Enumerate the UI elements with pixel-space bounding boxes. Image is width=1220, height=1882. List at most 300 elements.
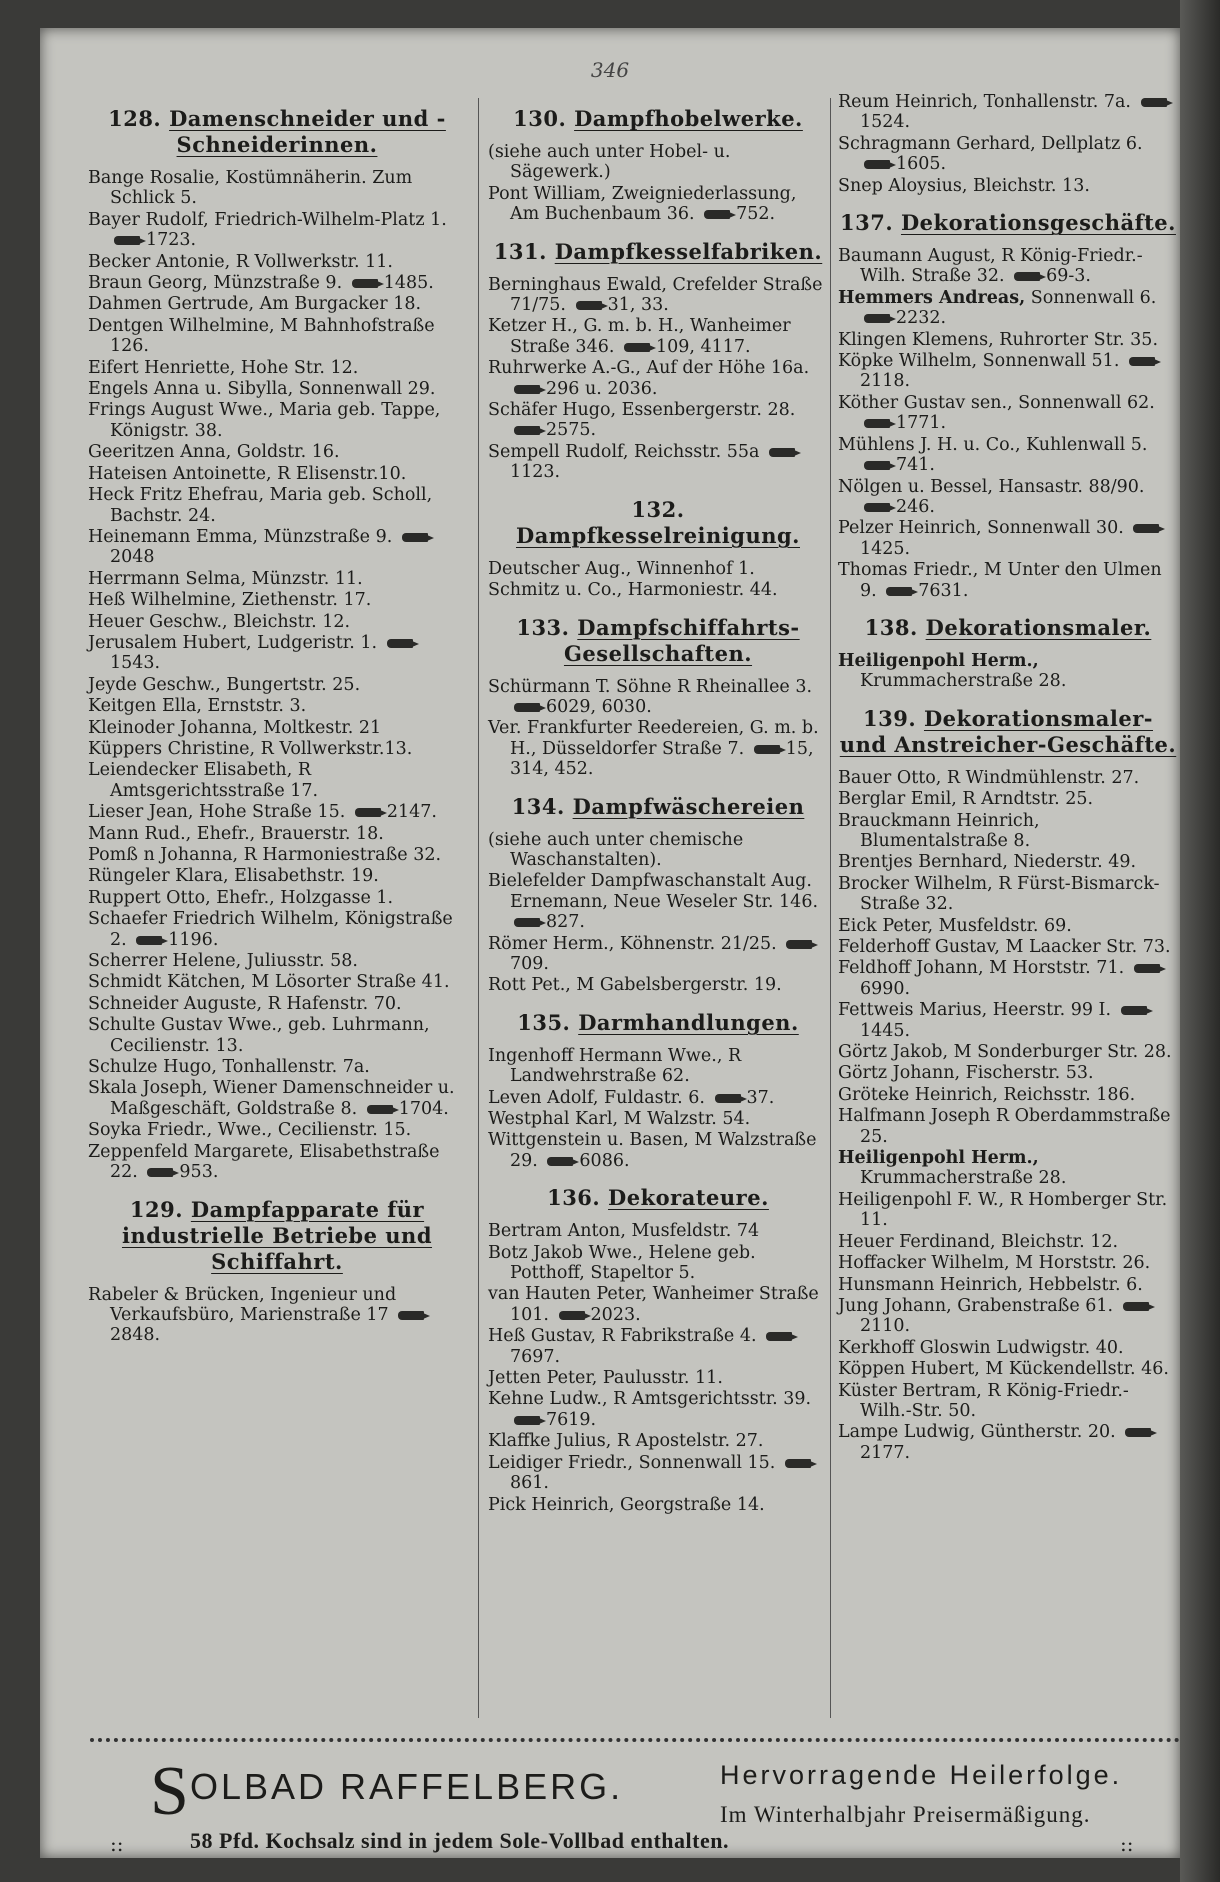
phone-number: 2118.	[860, 371, 911, 392]
entry-text: Krummacherstraße 28.	[860, 671, 1067, 692]
entry-text: Schaefer Friedrich Wilhelm, Königstraße 2.	[88, 909, 453, 950]
phone-number: 1425.	[860, 538, 911, 559]
directory-entry	[88, 972, 466, 992]
entry-text: Schmitz u. Co., Harmoniestr. 44.	[488, 580, 778, 601]
directory-entry	[488, 718, 828, 779]
telephone-icon	[786, 940, 812, 949]
entry-text: Skala Joseph, Wiener Damenschneider u. Maßgeschäft, Goldstraße 8.	[88, 1078, 455, 1119]
section-heading	[838, 210, 1178, 236]
ad-dots-right: ::	[1120, 1832, 1134, 1856]
directory-entry	[88, 358, 466, 378]
entry-text: Bertram Anton, Musfeldstr. 74	[488, 1221, 760, 1242]
directory-entry	[838, 435, 1178, 476]
section-title: Dampfhobelwerke.	[574, 106, 803, 131]
directory-entry	[838, 874, 1178, 915]
entry-text: Wittgenstein u. Basen, M Walzstraße 29.	[488, 1130, 817, 1171]
telephone-icon	[1141, 98, 1167, 107]
phone-number: 296 u. 2036.	[546, 378, 658, 399]
telephone-icon	[114, 236, 140, 245]
directory-entry	[488, 1221, 828, 1241]
entry-text: Römer Herm., Köhnenstr. 21/25.	[488, 933, 777, 954]
entry-name-bold: Hemmers Andreas,	[838, 287, 1026, 308]
section-title: Dampfwäschereien	[572, 793, 805, 819]
phone-number: 1543.	[110, 653, 161, 674]
telephone-icon	[514, 385, 540, 394]
directory-entry	[838, 246, 1178, 287]
column-divider	[478, 98, 479, 1718]
telephone-icon	[355, 808, 381, 817]
section-title: Darmhandlungen.	[578, 1009, 799, 1035]
entry-text: Halfmann Joseph R Oberdammstraße 25.	[838, 1106, 1171, 1147]
section-heading	[488, 1185, 828, 1211]
entry-text: Brentjes Bernhard, Niederstr. 49.	[838, 852, 1137, 873]
entry-text: Rüngeler Klara, Elisabethstr. 19.	[88, 866, 379, 887]
phone-number: 953.	[179, 1162, 219, 1183]
telephone-icon	[769, 448, 795, 457]
entry-name-bold: Heiligenpohl Herm.,	[838, 1148, 1039, 1169]
entry-text: Rott Pet., M Gabelsbergerstr. 19.	[488, 975, 782, 996]
entry-text: Heß Wilhelmine, Ziethenstr. 17.	[88, 590, 372, 611]
directory-entry	[88, 845, 466, 865]
directory-entry	[488, 1046, 828, 1087]
section-number: 130.	[513, 106, 567, 131]
entry-text: Ver. Frankfurter Reedereien, G. m. b. H., Düsseldorfer Straße 7.	[488, 718, 819, 759]
entry-text: (siehe auch unter chemische Waschanstalten).	[488, 829, 744, 870]
directory-entry	[838, 1106, 1178, 1147]
directory-entry	[838, 1000, 1178, 1041]
directory-entry	[838, 1422, 1178, 1463]
directory-entry	[88, 252, 466, 272]
section-heading	[88, 1197, 466, 1275]
column-divider	[830, 98, 831, 1718]
directory-entry	[838, 1381, 1178, 1422]
directory-entry	[838, 134, 1178, 175]
entry-text: Heiligenpohl F. W., R Homberger Str. 11.	[838, 1189, 1168, 1231]
directory-entry	[488, 871, 828, 932]
section-heading	[488, 106, 828, 132]
telephone-icon	[514, 1416, 540, 1425]
entry-text: Heinemann Emma, Münzstraße 9.	[88, 526, 393, 547]
directory-entry	[88, 569, 466, 589]
entry-text: Deutscher Aug., Winnenhof 1.	[488, 558, 755, 579]
directory-entry	[88, 379, 466, 399]
directory-entry	[88, 888, 466, 908]
directory-entry	[838, 958, 1178, 999]
directory-entry	[488, 1495, 828, 1515]
phone-number: 1123.	[510, 462, 561, 483]
section-number: 139.	[863, 705, 917, 731]
phone-number: 2177.	[860, 1442, 911, 1463]
phone-number: 15, 314, 452.	[510, 738, 814, 780]
telephone-icon	[547, 1157, 573, 1166]
directory-entry	[838, 330, 1178, 350]
telephone-icon	[864, 160, 890, 169]
directory-entry	[88, 294, 466, 314]
directory-entry	[838, 1148, 1178, 1189]
section-heading	[488, 497, 828, 549]
telephone-icon	[398, 1311, 424, 1320]
section-title: Dampfkesselfabriken.	[554, 238, 823, 264]
entry-text: Leiendecker Elisabeth, R Amtsgerichtsstraße 17.	[88, 760, 319, 801]
directory-entry	[88, 210, 466, 251]
entry-text: Schulze Hugo, Tonhallenstr. 7a.	[88, 1057, 370, 1078]
section-heading	[488, 615, 828, 667]
telephone-icon	[864, 461, 890, 470]
directory-entry	[88, 168, 466, 209]
entry-text: Berninghaus Ewald, Crefelder Straße 71/75.	[488, 274, 823, 316]
entry-text: Soyka Friedr., Wwe., Cecilienstr. 15.	[88, 1120, 412, 1141]
telephone-icon	[1123, 1302, 1149, 1311]
entry-text: Schürmann T. Söhne R Rheinallee 3.	[488, 676, 813, 697]
directory-entry	[838, 789, 1178, 809]
directory-entry	[88, 400, 466, 441]
phone-number: 1445.	[860, 1020, 911, 1041]
entry-text: Brauckmann Heinrich, Blumentalstraße 8.	[838, 810, 1040, 851]
column-right	[838, 92, 1178, 1464]
directory-entry	[88, 590, 466, 610]
telephone-icon	[1121, 1006, 1147, 1015]
directory-entry	[488, 559, 828, 579]
directory-entry	[88, 316, 466, 357]
telephone-icon	[559, 1311, 585, 1320]
entry-text: Keitgen Ella, Ernststr. 3.	[88, 696, 307, 717]
phone-number: 31, 33.	[607, 295, 669, 316]
directory-entry	[488, 934, 828, 975]
entry-text: Mann Rud., Ehefr., Brauerstr. 18.	[88, 823, 384, 844]
telephone-icon	[785, 1459, 811, 1468]
entry-text: Geeritzen Anna, Goldstr. 16.	[88, 442, 340, 463]
directory-entry	[88, 696, 466, 716]
section-title: Dekorationsmaler- und Anstreicher-Geschäfte.	[839, 705, 1177, 757]
directory-entry	[88, 527, 466, 568]
entry-text: Rabeler & Brücken, Ingenieur und Verkaufsbüro, Marienstraße 17	[88, 1284, 397, 1325]
telephone-icon	[624, 343, 650, 352]
section-title: Dekorateure.	[608, 1185, 769, 1211]
directory-entry	[88, 1078, 466, 1119]
entry-text: Schragmann Gerhard, Dellplatz 6.	[838, 133, 1143, 154]
section-heading	[488, 794, 828, 820]
telephone-icon	[576, 301, 602, 310]
section-number: 135.	[517, 1009, 571, 1035]
directory-entry	[838, 1338, 1178, 1358]
section-title: Dampfkesselreinigung.	[515, 522, 800, 548]
directory-entry	[88, 675, 466, 695]
entry-text: Lampe Ludwig, Güntherstr. 20.	[838, 1422, 1116, 1443]
phone-number: 6029, 6030.	[546, 696, 652, 717]
directory-entry	[488, 442, 828, 483]
entry-text: Dentgen Wilhelmine, M Bahnhofstraße 126.	[88, 315, 435, 357]
phone-number: 2848.	[110, 1325, 161, 1346]
directory-entry	[838, 92, 1178, 133]
directory-entry	[838, 811, 1178, 852]
directory-entry	[88, 1015, 466, 1056]
entry-text: Lieser Jean, Hohe Straße 15.	[88, 802, 346, 823]
entry-text: Ingenhoff Hermann Wwe., R Landwehrstraße 62.	[488, 1045, 742, 1087]
phone-number: 1704.	[398, 1098, 449, 1119]
telephone-icon	[402, 533, 428, 542]
telephone-icon	[1125, 1428, 1151, 1437]
entry-text: Jetten Peter, Paulusstr. 11.	[488, 1368, 723, 1389]
entry-text: Hoffacker Wilhelm, M Horststr. 26.	[838, 1253, 1151, 1274]
entry-text: Gröteke Heinrich, Reichsstr. 186.	[838, 1084, 1136, 1105]
entry-text: Schäfer Hugo, Essenbergerstr. 28.	[488, 400, 796, 421]
entry-text: Dahmen Gertrude, Am Burgacker 18.	[88, 294, 422, 315]
entry-text: Jerusalem Hubert, Ludgeristr. 1.	[88, 632, 378, 653]
directory-entry	[488, 580, 828, 600]
phone-number: 1485.	[383, 273, 434, 294]
telephone-icon	[514, 703, 540, 712]
section-number: 132.	[631, 496, 685, 522]
entry-text: Heck Fritz Ehefrau, Maria geb. Scholl, Bachstr. 24.	[88, 485, 433, 526]
directory-entry	[88, 994, 466, 1014]
entry-text: Mühlens J. H. u. Co., Kuhlenwall 5.	[838, 434, 1148, 455]
entry-text: Klaffke Julius, R Apostelstr. 27.	[488, 1431, 764, 1452]
entry-text: Leidiger Friedr., Sonnenwall 15.	[488, 1452, 776, 1473]
directory-entry	[838, 916, 1178, 936]
directory-entry	[88, 824, 466, 844]
entry-text: Snep Aloysius, Bleichstr. 13.	[838, 175, 1090, 196]
section-number: 138.	[864, 614, 918, 640]
directory-entry	[88, 485, 466, 526]
phone-number: 2048	[110, 547, 155, 568]
directory-entry	[488, 358, 828, 399]
directory-entry	[838, 393, 1178, 434]
entry-text: Bielefelder Dampfwaschanstalt Aug. Ernemann, Neue Weseler Str. 146.	[488, 871, 819, 912]
directory-entry	[88, 464, 466, 484]
entry-text: Kehne Ludw., R Amtsgerichtsstr. 39.	[488, 1389, 812, 1410]
entry-text: Fettweis Marius, Heerstr. 99 I.	[838, 1000, 1112, 1021]
directory-entry	[488, 677, 828, 718]
phone-number: 752.	[736, 204, 776, 225]
entry-text: Heß Gustav, R Fabrikstraße 4.	[488, 1326, 757, 1347]
phone-number: 6990.	[860, 978, 911, 999]
directory-entry	[88, 1285, 466, 1346]
directory-entry	[838, 1359, 1178, 1379]
entry-text: Kleinoder Johanna, Moltkestr. 21	[88, 717, 382, 738]
directory-entry	[838, 1232, 1178, 1252]
directory-entry	[488, 1243, 828, 1284]
entry-text: Braun Georg, Münzstraße 9.	[88, 273, 343, 294]
entry-text: Feldhoff Johann, M Horststr. 71.	[838, 958, 1125, 979]
entry-text: Eifert Henriette, Hohe Str. 12.	[88, 357, 359, 378]
directory-entry	[488, 1368, 828, 1388]
phone-number: 2147.	[386, 802, 437, 823]
scan-edge	[1180, 0, 1220, 1882]
entry-text: Ketzer H., G. m. b. H., Wanheimer Straße 346.	[488, 316, 791, 357]
directory-entry	[488, 1088, 828, 1108]
entry-text: Botz Jakob Wwe., Helene geb. Potthoff, Stapeltor 5.	[488, 1242, 756, 1284]
section-number: 136.	[547, 1185, 601, 1211]
entry-text: Westphal Karl, M Walzstr. 54.	[488, 1109, 751, 1129]
entry-text: Berglar Emil, R Arndtstr. 25.	[838, 789, 1094, 810]
directory-entry	[838, 768, 1178, 788]
telephone-icon	[387, 639, 413, 648]
directory-entry	[488, 830, 828, 871]
phone-number: 2023.	[590, 1304, 641, 1325]
directory-entry	[88, 273, 466, 293]
directory-entry	[488, 1109, 828, 1129]
telephone-icon	[715, 1094, 741, 1103]
entry-text: Görtz Jakob, M Sonderburger Str. 28.	[838, 1042, 1172, 1063]
directory-entry	[488, 1326, 828, 1367]
phone-number: 861.	[510, 1473, 549, 1494]
phone-number: 6086.	[579, 1150, 630, 1171]
entry-text: Kerkhoff Gloswin Ludwigstr. 40.	[838, 1337, 1124, 1358]
entry-text: Becker Antonie, R Vollwerkstr. 11.	[88, 251, 393, 272]
phone-number: 1196.	[168, 929, 219, 950]
section-title: Dampfapparate für industrielle Betriebe und Schiffahrt.	[121, 1196, 433, 1274]
directory-entry	[838, 176, 1178, 196]
entry-text: Bayer Rudolf, Friedrich-Wilhelm-Platz 1.	[88, 209, 447, 230]
ad-discount: Im Winterhalbjahr Preisermäßigung.	[720, 1802, 1091, 1827]
directory-entry	[88, 1142, 466, 1183]
ad-initial: S	[150, 1753, 191, 1830]
entry-text: Jeyde Geschw., Bungertstr. 25.	[88, 674, 361, 695]
entry-text: Ruhrwerke A.-G., Auf der Höhe 16a.	[488, 358, 810, 379]
section-title: Dampfschiffahrts-Gesellschaften.	[563, 614, 800, 666]
directory-entry	[838, 288, 1178, 329]
section-number: 128.	[108, 106, 162, 131]
phone-number: 709.	[510, 953, 549, 974]
section-heading	[838, 706, 1178, 758]
section-heading	[838, 615, 1178, 641]
entry-text: Heuer Geschw., Bleichstr. 12.	[88, 611, 351, 632]
entry-text: Sonnenwall 6.	[1030, 287, 1157, 308]
ad-title: OLBAD RAFFELBERG.	[190, 1766, 624, 1807]
directory-entry	[838, 518, 1178, 559]
directory-entry	[488, 316, 828, 357]
directory-entry	[88, 442, 466, 462]
entry-text: Pont William, Zweigniederlassung, Am Buchenbaum 36.	[488, 183, 797, 225]
entry-text: Pick Heinrich, Georgstraße 14.	[488, 1494, 765, 1515]
section-heading	[488, 1010, 828, 1036]
entry-text: Zeppenfeld Margarete, Elisabethstraße 22.	[88, 1141, 440, 1183]
phone-number: 7631.	[918, 580, 969, 601]
telephone-icon	[766, 1332, 792, 1341]
entry-text: Köpke Wilhelm, Sonnenwall 51.	[838, 351, 1120, 372]
section-number: 133.	[516, 614, 570, 640]
entry-text: Pomß n Johanna, R Harmoniestraße 32.	[88, 845, 442, 865]
telephone-icon	[1129, 357, 1155, 366]
entry-name-bold: Heiligenpohl Herm.,	[838, 650, 1039, 671]
entry-text: Heuer Ferdinand, Bleichstr. 12.	[838, 1231, 1119, 1252]
directory-entry	[488, 1453, 828, 1494]
section-heading	[88, 106, 466, 158]
directory-entry	[88, 909, 466, 950]
entry-text: (siehe auch unter Hobel- u. Sägewerk.)	[488, 142, 731, 183]
directory-entry	[488, 184, 828, 225]
entry-text: Küster Bertram, R König-Friedr.-Wilh.-Str. 50.	[838, 1380, 1129, 1421]
entry-text: Reum Heinrich, Tonhallenstr. 7a.	[838, 92, 1131, 112]
section-title: Damenschneider und -Schneiderinnen.	[169, 106, 446, 157]
directory-entry	[838, 852, 1178, 872]
telephone-icon	[886, 587, 912, 596]
entry-text: Hateisen Antoinette, R Elisenstr.10.	[88, 463, 407, 484]
phone-number: 1771.	[896, 413, 947, 434]
phone-number: 109, 4117.	[655, 336, 751, 357]
entry-text: Hunsmann Heinrich, Hebbelstr. 6.	[838, 1274, 1143, 1295]
directory-entry	[838, 937, 1178, 957]
directory-entry	[488, 275, 828, 316]
entry-text: Scherrer Helene, Juliusstr. 58.	[88, 951, 358, 972]
section-heading	[488, 239, 828, 265]
phone-number: 7697.	[510, 1346, 561, 1367]
section-title: Dekorationsgeschäfte.	[900, 210, 1176, 236]
entry-text: Görtz Johann, Fischerstr. 53.	[838, 1063, 1094, 1084]
column-left	[88, 92, 466, 1347]
column-middle	[488, 92, 828, 1516]
ad-dots-left: ::	[110, 1832, 124, 1856]
directory-entry	[88, 951, 466, 971]
entry-text: Baumann August, R König-Friedr.-Wilh. Straße 32.	[838, 246, 1143, 287]
directory-entry	[88, 1057, 466, 1077]
entry-text: Köther Gustav sen., Sonnenwall 62.	[838, 392, 1155, 413]
entry-text: Küppers Christine, R Vollwerkstr.13.	[88, 738, 413, 759]
ad-subtitle: 58 Pfd. Kochsalz sind in jedem Sole-Vollbad enthalten.	[190, 1828, 729, 1853]
phone-number: 69-3.	[1046, 266, 1091, 287]
directory-entry	[838, 1296, 1178, 1337]
directory-entry	[838, 1190, 1178, 1231]
directory-entry	[838, 651, 1178, 692]
directory-entry	[488, 1431, 828, 1451]
entry-text: Krummacherstraße 28.	[860, 1168, 1067, 1189]
entry-text: Schmidt Kätchen, M Lösorter Straße 41.	[88, 972, 450, 993]
entry-text: Eick Peter, Musfeldstr. 69.	[838, 915, 1072, 936]
phone-number: 246.	[896, 496, 935, 517]
directory-entry	[838, 1063, 1178, 1083]
entry-text: Schulte Gustav Wwe., geb. Luhrmann, Cecilienstr. 13.	[88, 1015, 430, 1056]
directory-entry	[838, 351, 1178, 392]
entry-text: Frings August Wwe., Maria geb. Tappe, Königstr. 38.	[88, 400, 441, 441]
phone-number: 2232.	[896, 308, 947, 329]
phone-number: 1723.	[146, 230, 197, 251]
entry-text: Felderhoff Gustav, M Laacker Str. 73.	[838, 937, 1171, 957]
section-number: 137.	[840, 210, 894, 236]
directory-entry	[88, 739, 466, 759]
directory-entry	[488, 400, 828, 441]
directory-entry	[488, 142, 828, 183]
phone-number: 37.	[746, 1087, 775, 1108]
directory-entry	[838, 477, 1178, 518]
entry-text: Klingen Klemens, Ruhrorter Str. 35.	[838, 329, 1159, 350]
phone-number: 7619.	[546, 1409, 597, 1430]
telephone-icon	[1133, 524, 1159, 533]
directory-entry	[838, 1275, 1178, 1295]
phone-number: 1524.	[860, 112, 911, 133]
telephone-icon	[1134, 964, 1160, 973]
telephone-icon	[514, 426, 540, 435]
directory-entry	[88, 612, 466, 632]
telephone-icon	[864, 503, 890, 512]
phone-number: 1605.	[896, 154, 947, 175]
telephone-icon	[754, 745, 780, 754]
directory-entry	[488, 1389, 828, 1430]
directory-entry	[88, 633, 466, 674]
phone-number: 741.	[896, 455, 935, 476]
telephone-icon	[1014, 272, 1040, 281]
section-title: Dekorationsmaler.	[925, 614, 1152, 640]
directory-entry	[88, 718, 466, 738]
section-number: 129.	[129, 1196, 184, 1222]
advertisement	[90, 1738, 1180, 1862]
entry-text: Leven Adolf, Fuldastr. 6.	[488, 1087, 705, 1108]
directory-entry	[88, 1120, 466, 1140]
telephone-icon	[352, 279, 378, 288]
directory-entry	[838, 1042, 1178, 1062]
phone-number: 2110.	[860, 1316, 911, 1337]
entry-text: Bauer Otto, R Windmühlenstr. 27.	[838, 767, 1140, 788]
entry-text: Bange Rosalie, Kostümnäherin. Zum Schlick 5.	[88, 168, 413, 209]
